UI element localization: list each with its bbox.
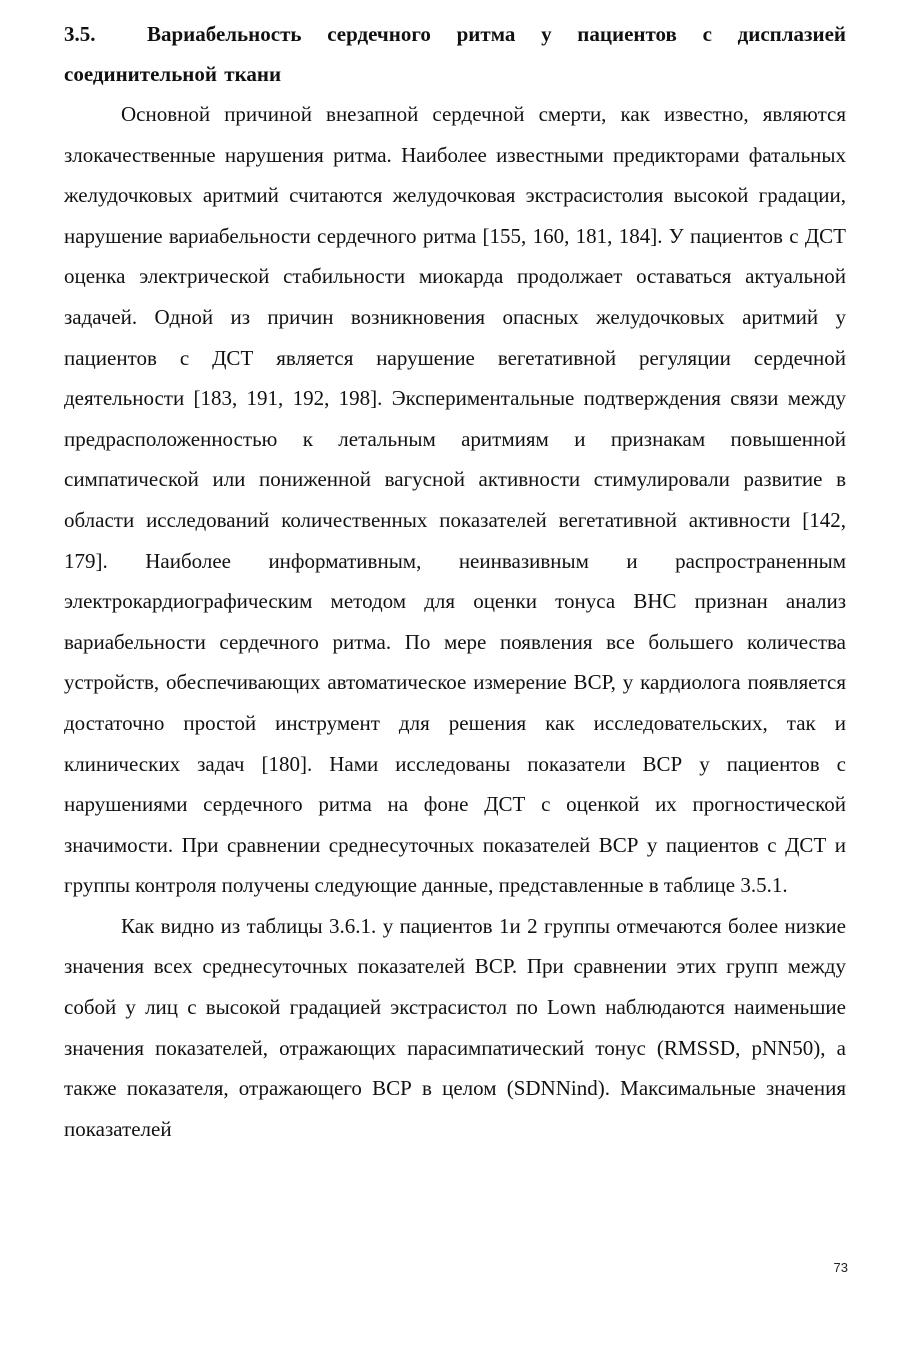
paragraph: Как видно из таблицы 3.6.1. у пациентов 1и 2 группы отмечаются более низкие значения всех среднесуточных показателей ВСР. При сравнении этих групп между собой у лиц с высокой градацией экстрасистол по Lown наблюдаются наименьшие значения показателей, отражающих парасимпатический тонус (RMSSD, pNN50), а также показателя, отражающего ВСР в целом (SDNNind). Максимальные значения показателей — [64, 913, 846, 1141]
section-title: Вариабельность сердечного ритма у пациентов с дисплазией соединительной ткани — [64, 22, 846, 86]
page-content — [64, 14, 846, 1149]
section-number: 3.5. — [64, 22, 96, 46]
section-heading — [64, 14, 846, 94]
paragraph: Основной причиной внезапной сердечной смерти, как известно, являются злокачественные нарушения ритма. Наиболее известными предикторами фатальных желудочковых аритмий считаются желудочковая экстрасистолия высокой градации, нарушение вариабельности сердечного ритма [155, 160, 181, 184]. У пациентов с ДСТ оценка электрической стабильности миокарда продолжает оставаться актуальной задачей. Одной из причин возникновения опасных желудочковых аритмий у пациентов с ДСТ является нарушение вегетативной регуляции сердечной деятельности [183, 191, 192, 198]. Экспериментальные подтверждения связи между предрасположенностью к летальным аритмиям и признакам повышенной симпатической или пониженной вагусной активности стимулировали развитие в области исследований количественных показателей вегетативной активности [142, 179]. Наиболее информативным, неинвазивным и распространенным электрокардиографическим методом для оценки тонуса ВНС признан анализ вариабельности сердечного ритма. По мере появления все большего количества устройств, обеспечивающих автоматическое измерение ВСР, у кардиолога появляется достаточно простой инструмент для решения как исследовательских, так и клинических задач [180]. Нами исследованы показатели ВСР у пациентов с нарушениями сердечного ритма на фоне ДСТ с оценкой их прогностической значимости. При сравнении среднесуточных показателей ВСР у пациентов с ДСТ и группы контроля получены следующие данные, представленные в таблице 3.5.1. — [64, 102, 846, 898]
page-number: 73 — [833, 1260, 848, 1275]
